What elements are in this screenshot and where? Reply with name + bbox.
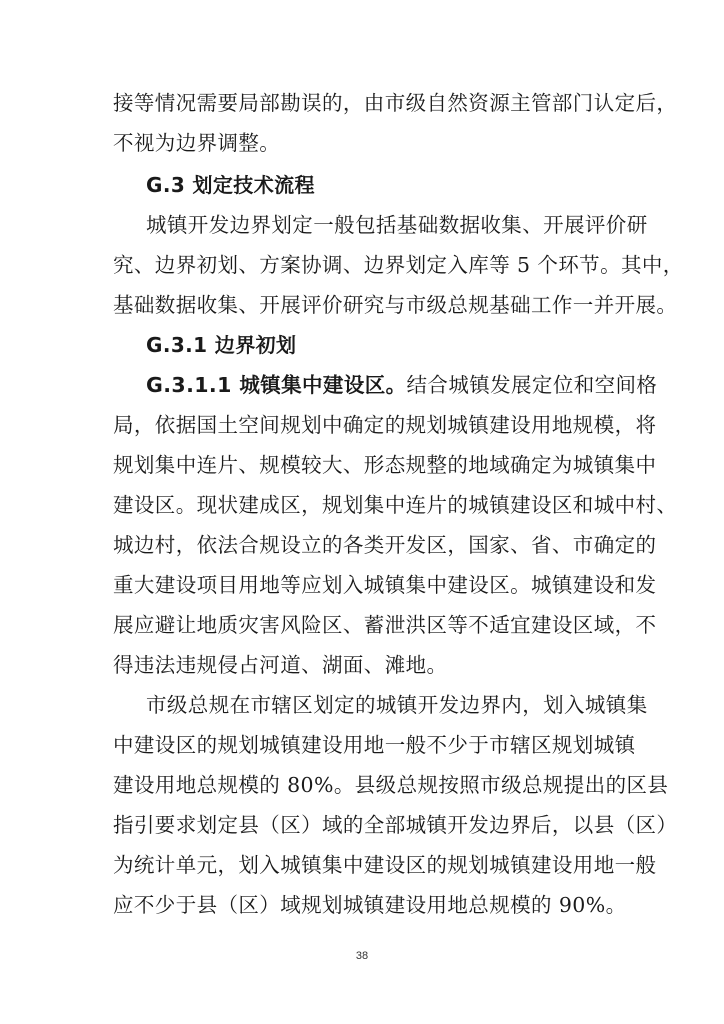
- paragraph-line: 局，依据国土空间规划中确定的规划城镇建设用地规模，将: [113, 413, 657, 437]
- paragraph-line: 展应避让地质灾害风险区、蓄泄洪区等不适宜建设区域，不: [113, 613, 657, 637]
- paragraph-line: 基础数据收集、开展评价研究与市级总规基础工作一并开展。: [113, 293, 678, 317]
- paragraph-text: 结合城镇发展定位和空间格: [406, 373, 658, 397]
- paragraph-line: 不视为边界调整。: [113, 131, 281, 155]
- item-label-g311: G.3.1.1 城镇集中建设区。: [146, 373, 407, 397]
- section-heading-g3: G.3 划定技术流程: [146, 173, 315, 197]
- paragraph-line: 城镇开发边界划定一般包括基础数据收集、开展评价研: [146, 213, 648, 237]
- paragraph-line: 接等情况需要局部勘误的，由市级自然资源主管部门认定后，: [113, 91, 678, 115]
- paragraph-line: 规划集中连片、规模较大、形态规整的地域确定为城镇集中: [113, 453, 657, 477]
- paragraph-line: 应不少于县（区）域规划城镇建设用地总规模的 90%。: [113, 893, 627, 917]
- paragraph-line: 城边村，依法合规设立的各类开发区，国家、省、市确定的: [113, 533, 657, 557]
- paragraph-line: 得违法违规侵占河道、湖面、滩地。: [113, 653, 448, 677]
- paragraph-line: 建设用地总规模的 80%。县级总规按照市级总规提出的区县: [113, 773, 669, 797]
- paragraph-line-with-label: [146, 372, 657, 398]
- paragraph-line: 重大建设项目用地等应划入城镇集中建设区。城镇建设和发: [113, 573, 657, 597]
- paragraph-line: 为统计单元，划入城镇集中建设区的规划城镇建设用地一般: [113, 853, 657, 877]
- paragraph-line: 市级总规在市辖区划定的城镇开发边界内，划入城镇集: [146, 693, 648, 717]
- section-heading-g31: G.3.1 边界初划: [146, 333, 297, 357]
- paragraph-line: 指引要求划定县（区）域的全部城镇开发边界后，以县（区）: [113, 813, 678, 837]
- page-number: 38: [355, 950, 369, 962]
- paragraph-line: 建设区。现状建成区，规划集中连片的城镇建设区和城中村、: [113, 493, 678, 517]
- paragraph-line: 究、边界初划、方案协调、边界划定入库等 5 个环节。其中，: [113, 253, 684, 277]
- paragraph-line: 中建设区的规划城镇建设用地一般不少于市辖区规划城镇: [113, 733, 636, 757]
